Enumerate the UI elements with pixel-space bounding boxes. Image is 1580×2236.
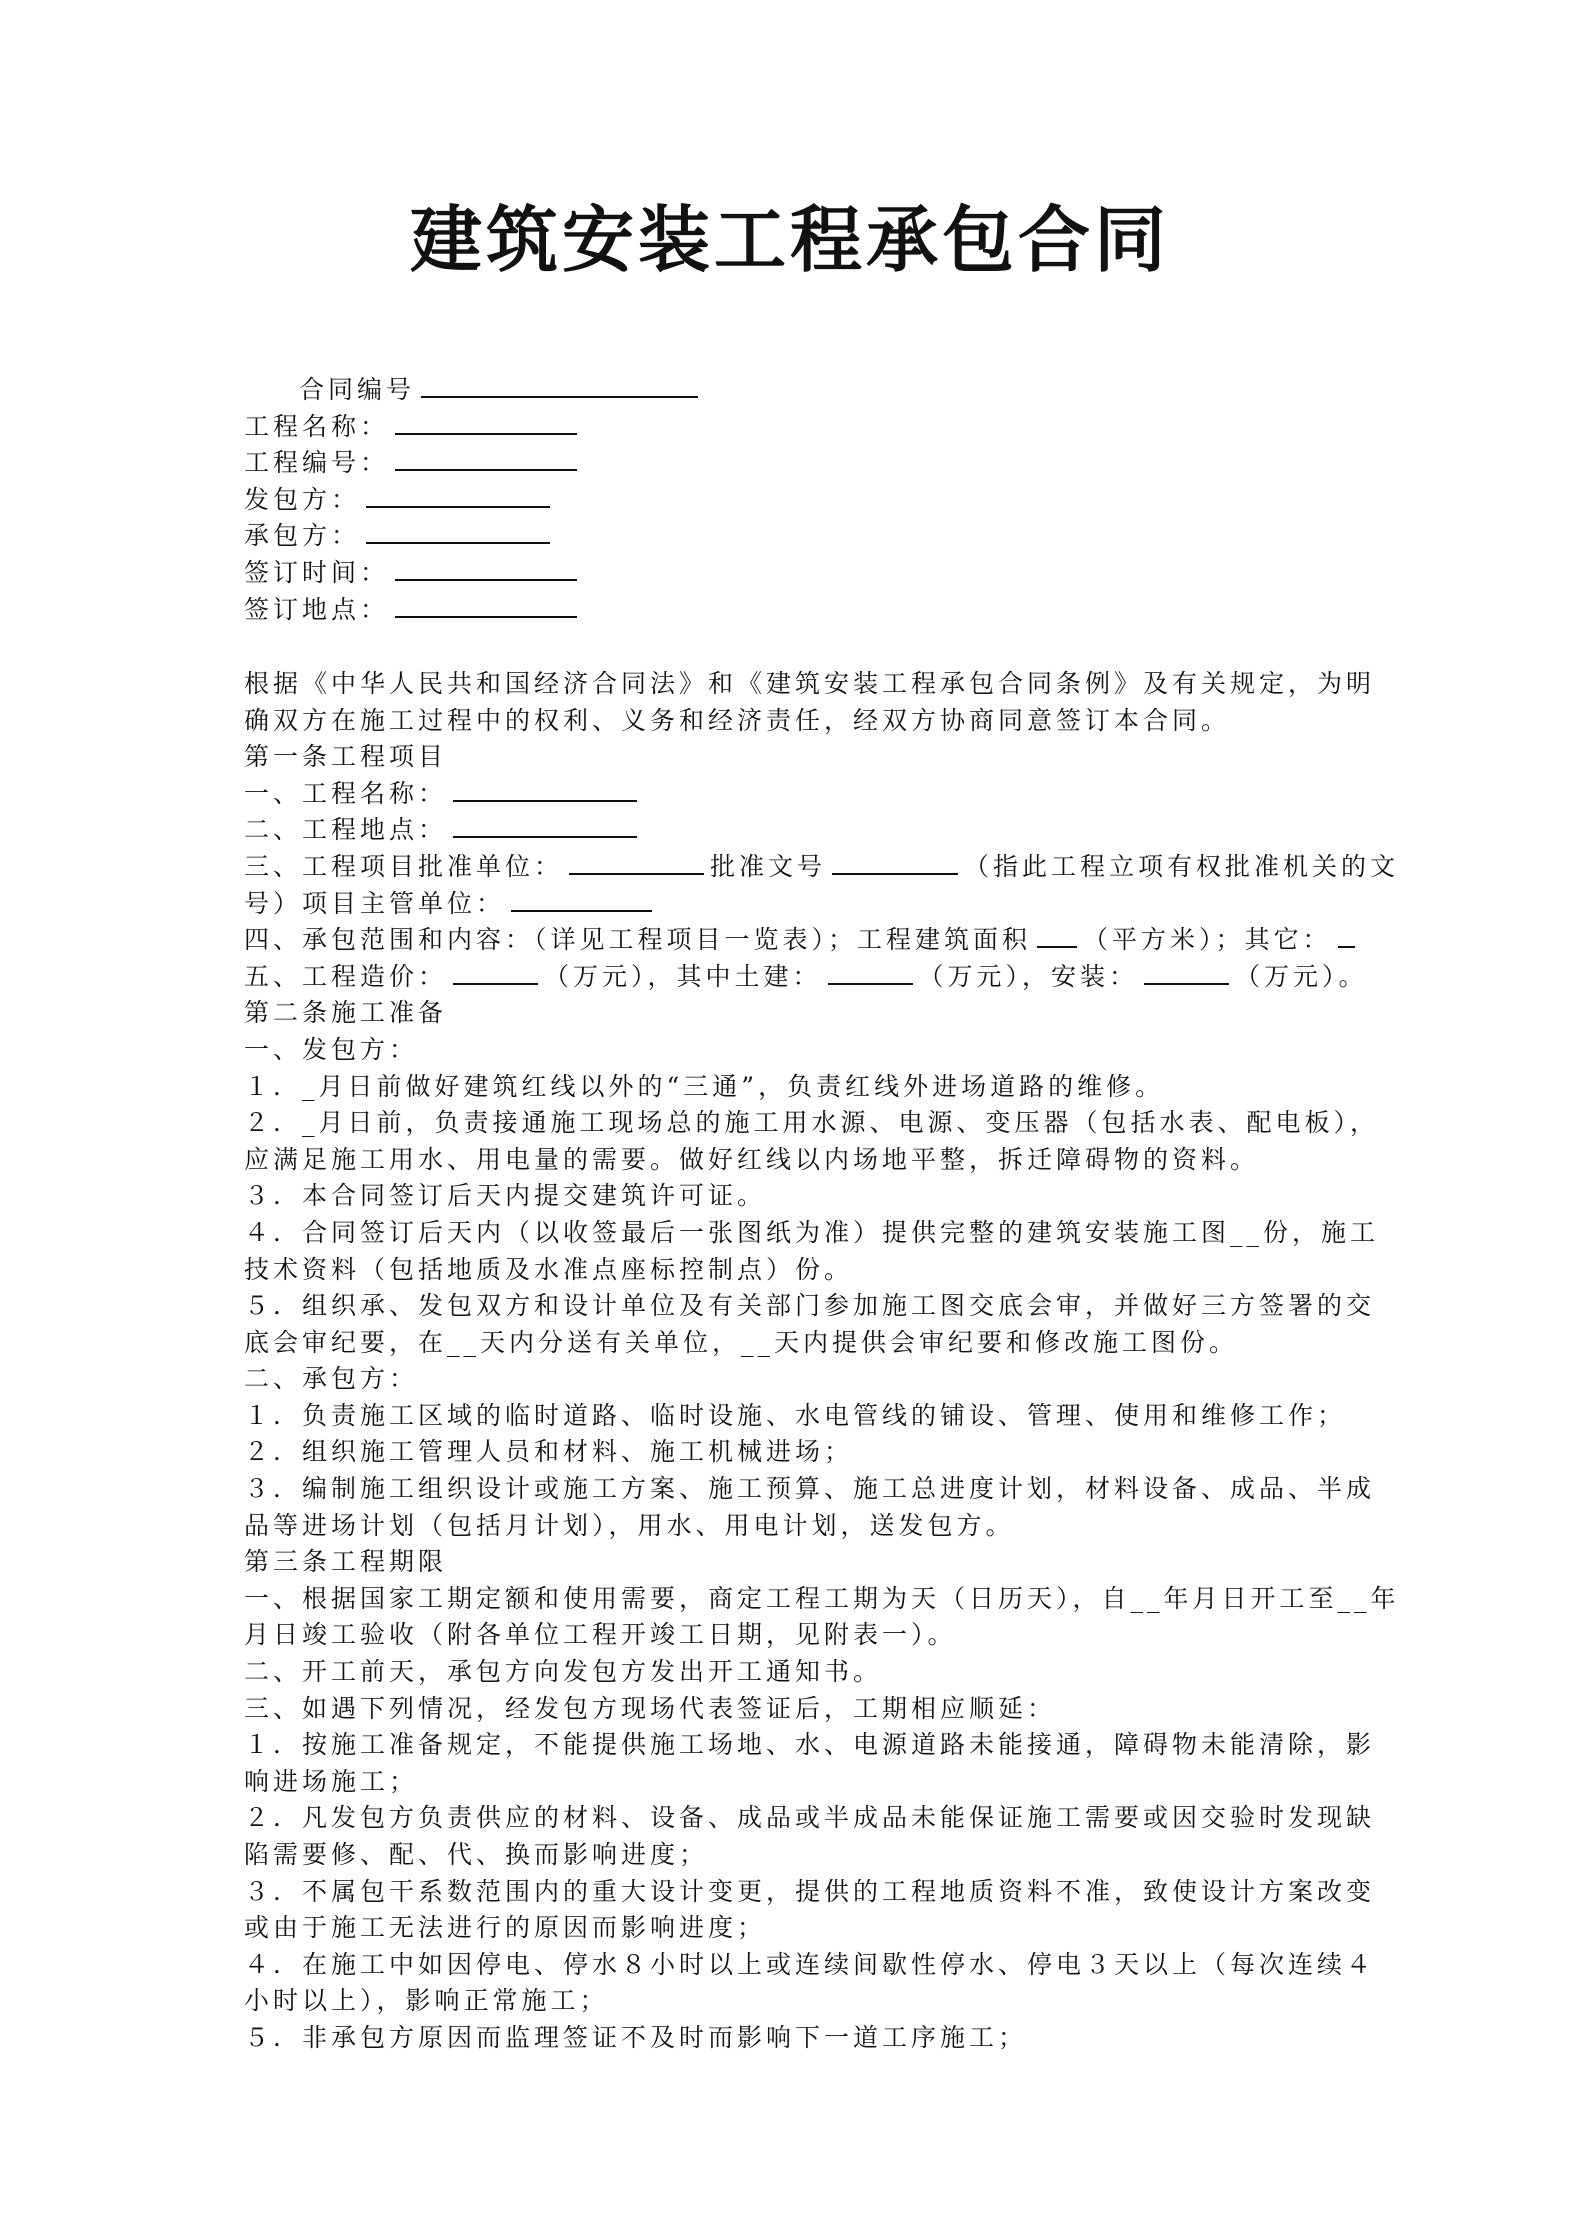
text-line xyxy=(244,1654,1400,1691)
text-line xyxy=(244,1764,1400,1801)
text-segment: ４．在施工中如因停电、停水８小时以上或连续间歇性停水、停电３天以上（每次连续４ xyxy=(244,1949,1376,1979)
text-line xyxy=(244,1983,1400,2020)
header-field xyxy=(244,555,704,592)
text-line xyxy=(244,739,1400,776)
text-segment: ２．凡发包方负责供应的材料、设备、成品或半成品未能保证施工需要或因交验时发现缺 xyxy=(244,1803,1376,1833)
fill-in-blank[interactable] xyxy=(366,482,550,508)
text-segment: ３．不属包干系数范围内的重大设计变更，提供的工程地质资料不准，致使设计方案改变 xyxy=(244,1876,1376,1906)
text-segment: （万元），安装： xyxy=(918,961,1139,991)
text-segment: ３．本合同签订后天内提交建筑许可证。 xyxy=(244,1181,767,1211)
text-line xyxy=(244,1508,1400,1545)
text-line xyxy=(244,1581,1400,1618)
text-line xyxy=(244,2020,1400,2057)
header-field xyxy=(244,372,704,409)
text-segment: 承包方： xyxy=(244,521,361,551)
fill-in-blank[interactable] xyxy=(832,849,958,875)
text-segment: 一、根据国家工期定额和使用需要，商定工程工期为天（日历天），自__年月日开工至__年 xyxy=(244,1583,1400,1613)
text-line xyxy=(244,1398,1400,1435)
text-line xyxy=(244,666,1400,703)
contract-header-fields xyxy=(244,372,704,628)
fill-in-blank[interactable] xyxy=(453,959,538,985)
text-line xyxy=(244,1178,1400,1215)
text-line xyxy=(244,1910,1400,1947)
text-segment: 合同编号 xyxy=(299,375,416,404)
fill-in-blank[interactable] xyxy=(421,372,698,398)
text-segment: 底会审纪要，在__天内分送有关单位，__天内提供会审纪要和修改施工图份。 xyxy=(244,1327,1239,1357)
text-segment: 工程编号： xyxy=(244,448,390,478)
text-segment: 技术资料（包括地质及水准点座标控制点）份。 xyxy=(244,1254,854,1284)
text-segment: （指此工程立项有权批准机关的文 xyxy=(964,851,1400,881)
fill-in-blank[interactable] xyxy=(453,812,637,838)
text-line xyxy=(244,1215,1400,1252)
fill-in-blank[interactable] xyxy=(511,886,652,912)
text-segment: ４．合同签订后天内（以收签最后一张图纸为准）提供完整的建筑安装施工图__份，施工 xyxy=(244,1217,1380,1247)
fill-in-blank[interactable] xyxy=(453,776,637,802)
header-field xyxy=(244,518,704,555)
text-line xyxy=(244,1837,1400,1874)
text-segment: 陷需要修、配、代、换而影响进度； xyxy=(244,1840,709,1869)
text-line xyxy=(244,776,1400,813)
text-segment: 品等进场计划（包括月计划），用水、用电计划，送发包方。 xyxy=(244,1510,1015,1540)
text-segment: ３．编制施工组织设计或施工方案、施工预算、施工总进度计划，材料设备、成品、半成 xyxy=(244,1474,1376,1504)
text-segment: 号）项目主管单位： xyxy=(244,888,506,918)
text-line xyxy=(244,1032,1400,1069)
header-field xyxy=(244,445,704,482)
text-line xyxy=(244,1252,1400,1289)
text-line xyxy=(244,1617,1400,1654)
text-segment: 响进场施工； xyxy=(244,1766,419,1796)
text-line xyxy=(244,703,1400,740)
text-segment: 月日竣工验收（附各单位工程开竣工日期，见附表一）。 xyxy=(244,1620,957,1650)
text-segment: 一、发包方： xyxy=(244,1034,419,1064)
text-segment: （平方米）；其它： xyxy=(1083,925,1332,955)
text-line xyxy=(244,995,1400,1032)
text-line xyxy=(244,1727,1400,1764)
text-segment: 四、承包范围和内容：（详见工程项目一览表）；工程建筑面积 xyxy=(244,925,1032,955)
text-line xyxy=(244,1544,1400,1581)
text-segment: 签订时间： xyxy=(244,557,390,587)
text-segment: 或由于施工无法进行的原因而影响进度； xyxy=(244,1913,767,1943)
text-segment: 二、开工前天，承包方向发包方发出开工通知书。 xyxy=(244,1657,883,1687)
header-field xyxy=(244,592,704,629)
text-line xyxy=(244,1947,1400,1984)
header-field xyxy=(244,409,704,446)
contract-body xyxy=(244,666,1400,2057)
text-segment: 应满足施工用水、用电量的需要。做好红线以内场地平整，拆迁障碍物的资料。 xyxy=(244,1144,1260,1174)
document-title: 建筑安装工程承包合同 xyxy=(409,197,1170,282)
fill-in-blank[interactable] xyxy=(366,518,550,544)
text-segment: 批准文号 xyxy=(710,851,827,881)
text-segment: （万元）。 xyxy=(1235,961,1368,991)
fill-in-blank[interactable] xyxy=(1144,959,1229,985)
text-line xyxy=(244,1361,1400,1398)
text-line xyxy=(244,922,1400,959)
text-segment: 五、工程造价： xyxy=(244,961,448,991)
fill-in-blank[interactable] xyxy=(569,849,704,875)
text-segment: 三、如遇下列情况，经发包方现场代表签证后，工期相应顺延： xyxy=(244,1693,1057,1723)
text-line xyxy=(244,1325,1400,1362)
text-segment: 二、工程地点： xyxy=(244,815,448,845)
text-segment: 小时以上），影响正常施工； xyxy=(244,1986,609,2016)
text-line xyxy=(244,1069,1400,1106)
fill-in-blank[interactable] xyxy=(395,592,577,618)
text-line xyxy=(244,1434,1400,1471)
fill-in-blank[interactable] xyxy=(1037,922,1077,948)
text-segment: １．_月日前做好建筑红线以外的“三通”，负责红线外进场道路的维修。 xyxy=(244,1071,1165,1101)
text-segment: 一、工程名称： xyxy=(244,778,448,808)
text-line xyxy=(244,886,1400,923)
text-line xyxy=(244,1142,1400,1179)
text-segment: ２．组织施工管理人员和材料、施工机械进场； xyxy=(244,1437,854,1467)
text-segment: （万元），其中土建： xyxy=(544,961,822,991)
text-segment: 三、工程项目批准单位： xyxy=(244,851,564,881)
text-line xyxy=(244,1800,1400,1837)
text-segment: 工程名称： xyxy=(244,411,390,441)
text-segment: 根据《中华人民共和国经济合同法》和《建筑安装工程承包合同条例》及有关规定，为明 xyxy=(244,669,1376,698)
fill-in-blank[interactable] xyxy=(395,409,577,435)
text-segment: １．按施工准备规定，不能提供施工场地、水、电源道路未能接通，障碍物未能清除，影 xyxy=(244,1730,1376,1760)
text-line xyxy=(244,1691,1400,1728)
text-segment: １．负责施工区域的临时道路、临时设施、水电管线的铺设、管理、使用和维修工作； xyxy=(244,1400,1347,1430)
text-segment: 第三条工程期限 xyxy=(244,1547,448,1577)
text-segment: 确双方在施工过程中的权利、义务和经济责任，经双方协商同意签订本合同。 xyxy=(244,705,1231,735)
text-line xyxy=(244,1874,1400,1911)
text-segment: 签订地点： xyxy=(244,594,390,624)
text-segment: ２．_月日前，负责接通施工现场总的施工用水源、电源、变压器（包括水表、配电板）， xyxy=(244,1108,1380,1138)
fill-in-blank[interactable] xyxy=(395,555,577,581)
text-segment: 第二条施工准备 xyxy=(244,998,448,1028)
text-line xyxy=(244,812,1400,849)
text-segment: 发包方： xyxy=(244,484,361,514)
fill-in-blank[interactable] xyxy=(1338,922,1355,948)
text-line xyxy=(244,1288,1400,1325)
fill-in-blank[interactable] xyxy=(395,445,577,471)
text-segment: 二、承包方： xyxy=(244,1364,419,1394)
text-line xyxy=(244,1471,1400,1508)
text-line xyxy=(244,1105,1400,1142)
fill-in-blank[interactable] xyxy=(828,959,913,985)
text-segment: ５．组织承、发包双方和设计单位及有关部门参加施工图交底会审，并做好三方签署的交 xyxy=(244,1291,1376,1321)
header-field xyxy=(244,482,704,519)
text-segment: 第一条工程项目 xyxy=(244,742,448,772)
text-segment: ５．非承包方原因而监理签证不及时而影响下一道工序施工； xyxy=(244,2022,1028,2052)
text-line xyxy=(244,849,1400,886)
text-line xyxy=(244,959,1400,996)
